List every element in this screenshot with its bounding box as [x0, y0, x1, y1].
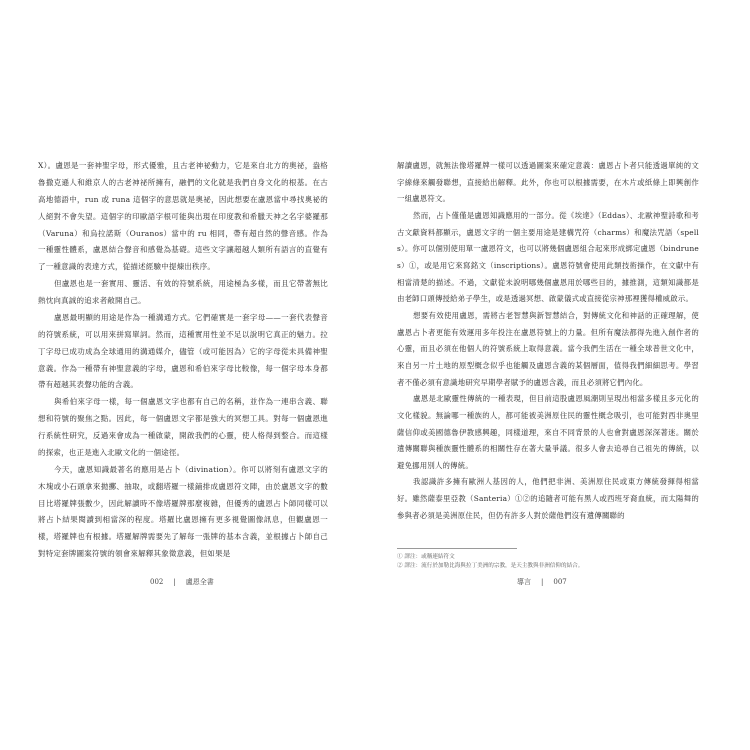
left-text-block: [38, 158, 328, 563]
paragraph: X）。盧恩是一套神聖字母，形式優雅，且古老神祕動力，它是來自北方的奧祕，盎格魯撒克遜人和維京人的古老神祕所擁有，融們的文化就是我們自身文化的根基。在古高地德語中，run 或 runa 這個字的意思就是奧祕，因此想要在盧恩當中尋找奧祕的人絕對不會失望。這個字的印歐語字根可能與出現在印度教和希臘天神之名字婆羅那（Varuna）和烏拉諾斯（Ouranos）當中的 ru 相同，帶有超自然的聲音感。作為一種靈性體系，盧恩結合聲音和感覺為基礎。這些文字讓超越人類所有語言的直覺有了一種意識的表達方式，從描述經驗中提煉出秩序。: [38, 161, 328, 272]
footnote: ② 譯注：流行於加勒比海與拉丁美洲的宗教，是天主教與非洲信仰的結合。: [397, 563, 584, 569]
page-number: 002: [150, 578, 164, 586]
running-title: 導言: [517, 578, 531, 586]
paragraph: 盧恩是北歐靈性傳統的一種表現，但目前這股盧恩風潮則呈現出相當多樣且多元化的文化樣貌。無論哪一種族的人，都可能被美洲原住民的靈性概念吸引，也可能對西非奧里薩信仰或美國德魯伊教感興趣，同樣道理，來自不同背景的人也會對盧恩深深著迷。關於遺傳關聯與種族靈性體系的相關性存在著大量爭議。很多人會去追尋自己祖先的傳統，以避免挪用別人的傳統。: [397, 394, 699, 470]
footnotes: [397, 548, 697, 571]
left-folio: [150, 577, 214, 587]
right-page: [375, 0, 750, 750]
paragraph: 但盧恩也是一套實用、靈活、有效的符號系統，用途極為多樣，而且它帶著無比熱忱向真誠的追求者敞開自己。: [38, 279, 328, 305]
right-folio: [517, 577, 567, 587]
folio-separator: |: [541, 578, 544, 586]
paragraph: 然而，占卜僅僅是盧恩知識應用的一部分。從《埃達》（Eddas）、北歐神聖詩歌和考古文獻資料都顯示，盧恩文字的一個主要用途是建構咒符（charms）和魔法咒語（spells）。你可以個別使用單一盧恩符文，也可以將幾個盧恩組合起來形成綁定盧恩（bindrunes）①，或是用它來寫銘文（inscriptions）。盧恩符號會使用此類技術操作，在文獻中有相當清楚的描述。不過，文獻從未說明哪幾個盧恩用於哪些目的，據推測，這類知識都是由老師口頭傳授給弟子學生，或是透過冥想、啟蒙儀式或直接從宗神那裡獲得權威啟示。: [397, 210, 699, 304]
footnote: ① 譯注：或稱連結符文: [397, 554, 455, 560]
paragraph: 我認識許多擁有歐洲人基因的人，他們把非洲、美洲原住民或東方傳統發揮得相當好。雖然薩泰里亞教（Santeria）①②的追隨者可能有黑人或西班牙裔血統，而太陽舞的參與者必須是美洲原住民，但仍有許多人對於薩他們沒有遺傳關聯的: [397, 477, 699, 520]
right-text-block: [397, 158, 699, 524]
paragraph: 今天，盧恩知識最著名的應用是占卜（divination）。你可以將刻有盧恩文字的木塊或小石頭拿來拋擲、抽取，或翻塔羅一樣鋪排成盧恩符文陣，由於盧恩文字的數目比塔羅牌張數少，因此解讀時不像塔羅牌那麼複雜，但優秀的盧恩占卜師同樣可以將占卜結果閱讀到相當深的程度。塔羅比盧恩擁有更多視覺圖像訊息，但觀盧恩一樣，塔羅牌也有根據。塔羅解牌需要先了解每一張牌的基本含義，並根據占卜師自己對特定套牌圖案符號的領會來解釋其象徵意義，但如果是: [38, 464, 328, 559]
folio-separator: |: [173, 578, 176, 586]
page-number: 007: [553, 578, 567, 586]
paragraph: 解讀盧恩，就無法像塔羅牌一樣可以透過圖案來確定意義：盧恩占卜者只能透過單純的文字線條來觸發聯想，直接給出解釋。此外，你也可以根據需要，在木片或紙條上即興創作一組盧恩符文。: [397, 161, 699, 204]
footnote-rule: [397, 548, 517, 549]
paragraph: 與希伯來字母一樣，每一個盧恩文字也都有自己的名稱，並作為一連串含義、聯想和符號的聚焦之點。因此，每一個盧恩文字都是強大的冥想工具。對每一個盧恩進行系統性研究，反過來會成為一種啟蒙，開啟我們的心靈，使人格得到整合。而這樣的探索，也正是進入北歐文化的一個途徑。: [38, 397, 328, 457]
running-title: 盧恩全書: [185, 578, 214, 586]
paragraph: 盧恩最明顯的用途是作為一種溝通方式。它們確實是一套字母——一套代表聲音的符號系統，可以用來拼寫單詞。然而，這種實用性並不足以說明它真正的魅力。拉丁字母已成功成為全球通用的溝通媒介，儘管（或可能因為）它的字母從未具備神聖意義。作為一種帶有神聖意義的字母，盧恩和希伯來字母比較像，每一個字母本身都帶有超越其表聲功能的含義。: [38, 312, 328, 390]
paragraph: 想要有效使用盧恩，需將古老智慧與新智慧結合，對傳統文化和神話的正確理解，使盧恩占卜者更能有效運用多年投注在盧恩符號上的力量。但所有魔法都得先進入創作者的心靈，而且必須在他個人的符號系統上取得意義。當今我們生活在一種全球普世文化中，來自另一片土地的原型概念似乎也能觸及盧恩含義的某個層面，值得我們細細思考。學習者不僅必須有意識地研究早期學者賦予的盧恩含義，而且必須將它們內化。: [397, 310, 699, 387]
